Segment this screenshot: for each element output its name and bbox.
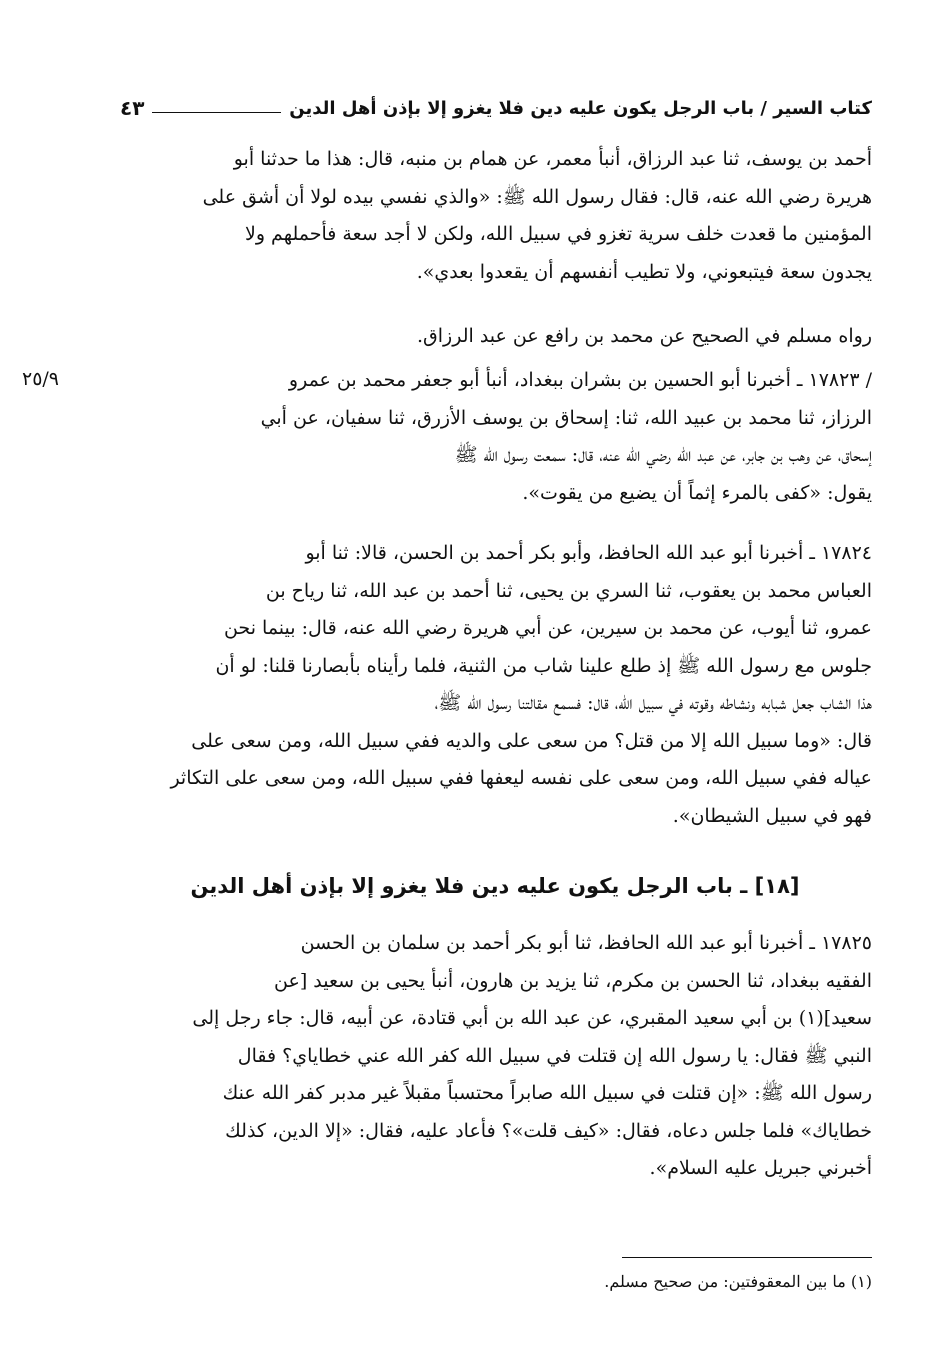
text-line: ١٧٨٢٤ ـ أخبرنا أبو عبد الله الحافظ، وأبو بكر أحمد بن الحسن، قالا: ثنا أبو (305, 542, 872, 564)
text-line: إسحاق، عن وهب بن جابر، عن عبد الله رضي الله عنه، قال: سمعت رسول الله ﷺ (454, 444, 872, 466)
text-line: يقول: «كفى بالمرء إثماً أن يضيع من يقوت». (522, 481, 872, 504)
footnote: (١) ما بين المعقوفتين: من صحيح مسلم. (604, 1272, 872, 1291)
text-line: الفقيه ببغداد، ثنا الحسن بن مكرم، ثنا يزيد بن هارون، أنبأ يحيى بن سعيد [عن (274, 969, 872, 992)
text-line: سعيد](١) بن أبي سعيد المقبري، عن عبد الله بن أبي قتادة، عن أبيه، قال: جاء رجل إلى (192, 1007, 872, 1029)
footnote-separator (622, 1257, 872, 1258)
text-line: عمرو، ثنا أيوب، عن محمد بن سيرين، عن أبي هريرة رضي الله عنه، قال: بينما نحن (223, 617, 872, 639)
text-line: عياله ففي سبيل الله، ومن سعى على نفسه ليعفها ففي سبيل الله، ومن سعى على التكاثر (170, 767, 872, 789)
text-line: النبي ﷺ فقال: يا رسول الله إن قتلت في سبيل الله كفر الله عني خطاياي؟ فقال (237, 1044, 872, 1067)
paragraph-riwaya (118, 318, 872, 356)
text-line: الرزاز، ثنا محمد بن عبيد الله، ثنا: إسحاق بن يوسف الأزرق، ثنا سفيان، عن أبي (260, 406, 872, 429)
section-heading: [١٨] ـ باب الرجل يكون عليه دين فلا يغزو إلا بإذن أهل الدين (190, 874, 800, 898)
running-header (120, 92, 872, 124)
text-line: أخبرني جبريل عليه السلام». (649, 1157, 872, 1179)
margin-reference: ٢٥/٩ (22, 368, 60, 390)
paragraph-hadith-17824 (118, 535, 872, 835)
paragraph-hadith-17825 (118, 925, 872, 1188)
text-line: أحمد بن يوسف، ثنا عبد الرزاق، أنبأ معمر، عن همام بن منبه، قال: هذا ما حدثنا أبو (233, 148, 872, 170)
paragraph-hadith-continuation (118, 141, 872, 291)
text-line: يجدون سعة فيتبعوني، ولا تطيب أنفسهم أن يقعدوا بعدي». (416, 260, 872, 283)
text-line: رواه مسلم في الصحيح عن محمد بن رافع عن عبد الرزاق. (417, 325, 872, 347)
text-line: خطاياك» فلما جلس دعاه، فقال: «كيف قلت»؟ فأعاد عليه، فقال: «إلا الدين، كذلك (225, 1119, 872, 1142)
text-line: العباس محمد بن يعقوب، ثنا السري بن يحيى، ثنا أحمد بن عبد الله، ثنا رياح بن (265, 579, 872, 602)
text-line: جلوس مع رسول الله ﷺ إذ طلع علينا شاب من الثنية، فلما رأيناه بأبصارنا قلنا: لو أن (215, 654, 872, 677)
page-number: ٤٣ (120, 96, 145, 120)
text-line: هريرة رضي الله عنه، قال: فقال رسول الله ﷺ: «والذي نفسي بيده لولا أن أشق على (202, 185, 872, 208)
paragraph-hadith-17823 (118, 362, 872, 512)
text-line: هذا الشاب جعل شبابه ونشاطه وقوته في سبيل الله، قال: فسمع مقالتنا رسول الله ﷺ، (434, 692, 872, 714)
header-rule (152, 112, 281, 113)
text-line: / ١٧٨٢٣ ـ أخبرنا أبو الحسين بن بشران ببغداد، أنبأ أبو جعفر محمد بن عمرو (288, 369, 872, 391)
text-line: رسول الله ﷺ: «إن قتلت في سبيل الله صابراً محتسباً مقبلاً غير مدبر كفر الله عنك (222, 1082, 872, 1104)
text-line: ١٧٨٢٥ ـ أخبرنا أبو عبد الله الحافظ، ثنا أبو بكر أحمد بن سلمان بن الحسن (300, 932, 872, 954)
header-title: كتاب السير / باب الرجل يكون عليه دين فلا يغزو إلا بإذن أهل الدين (289, 97, 872, 119)
text-line: قال: «وما سبيل الله إلا من قتل؟ من سعى على والديه ففي سبيل الله، ومن سعى على (191, 729, 872, 752)
text-line: المؤمنين ما قعدت خلف سرية تغزو في سبيل الله، ولكن لا أجد سعة فأحملهم ولا (245, 223, 872, 245)
text-line: فهو في سبيل الشيطان». (672, 804, 872, 827)
